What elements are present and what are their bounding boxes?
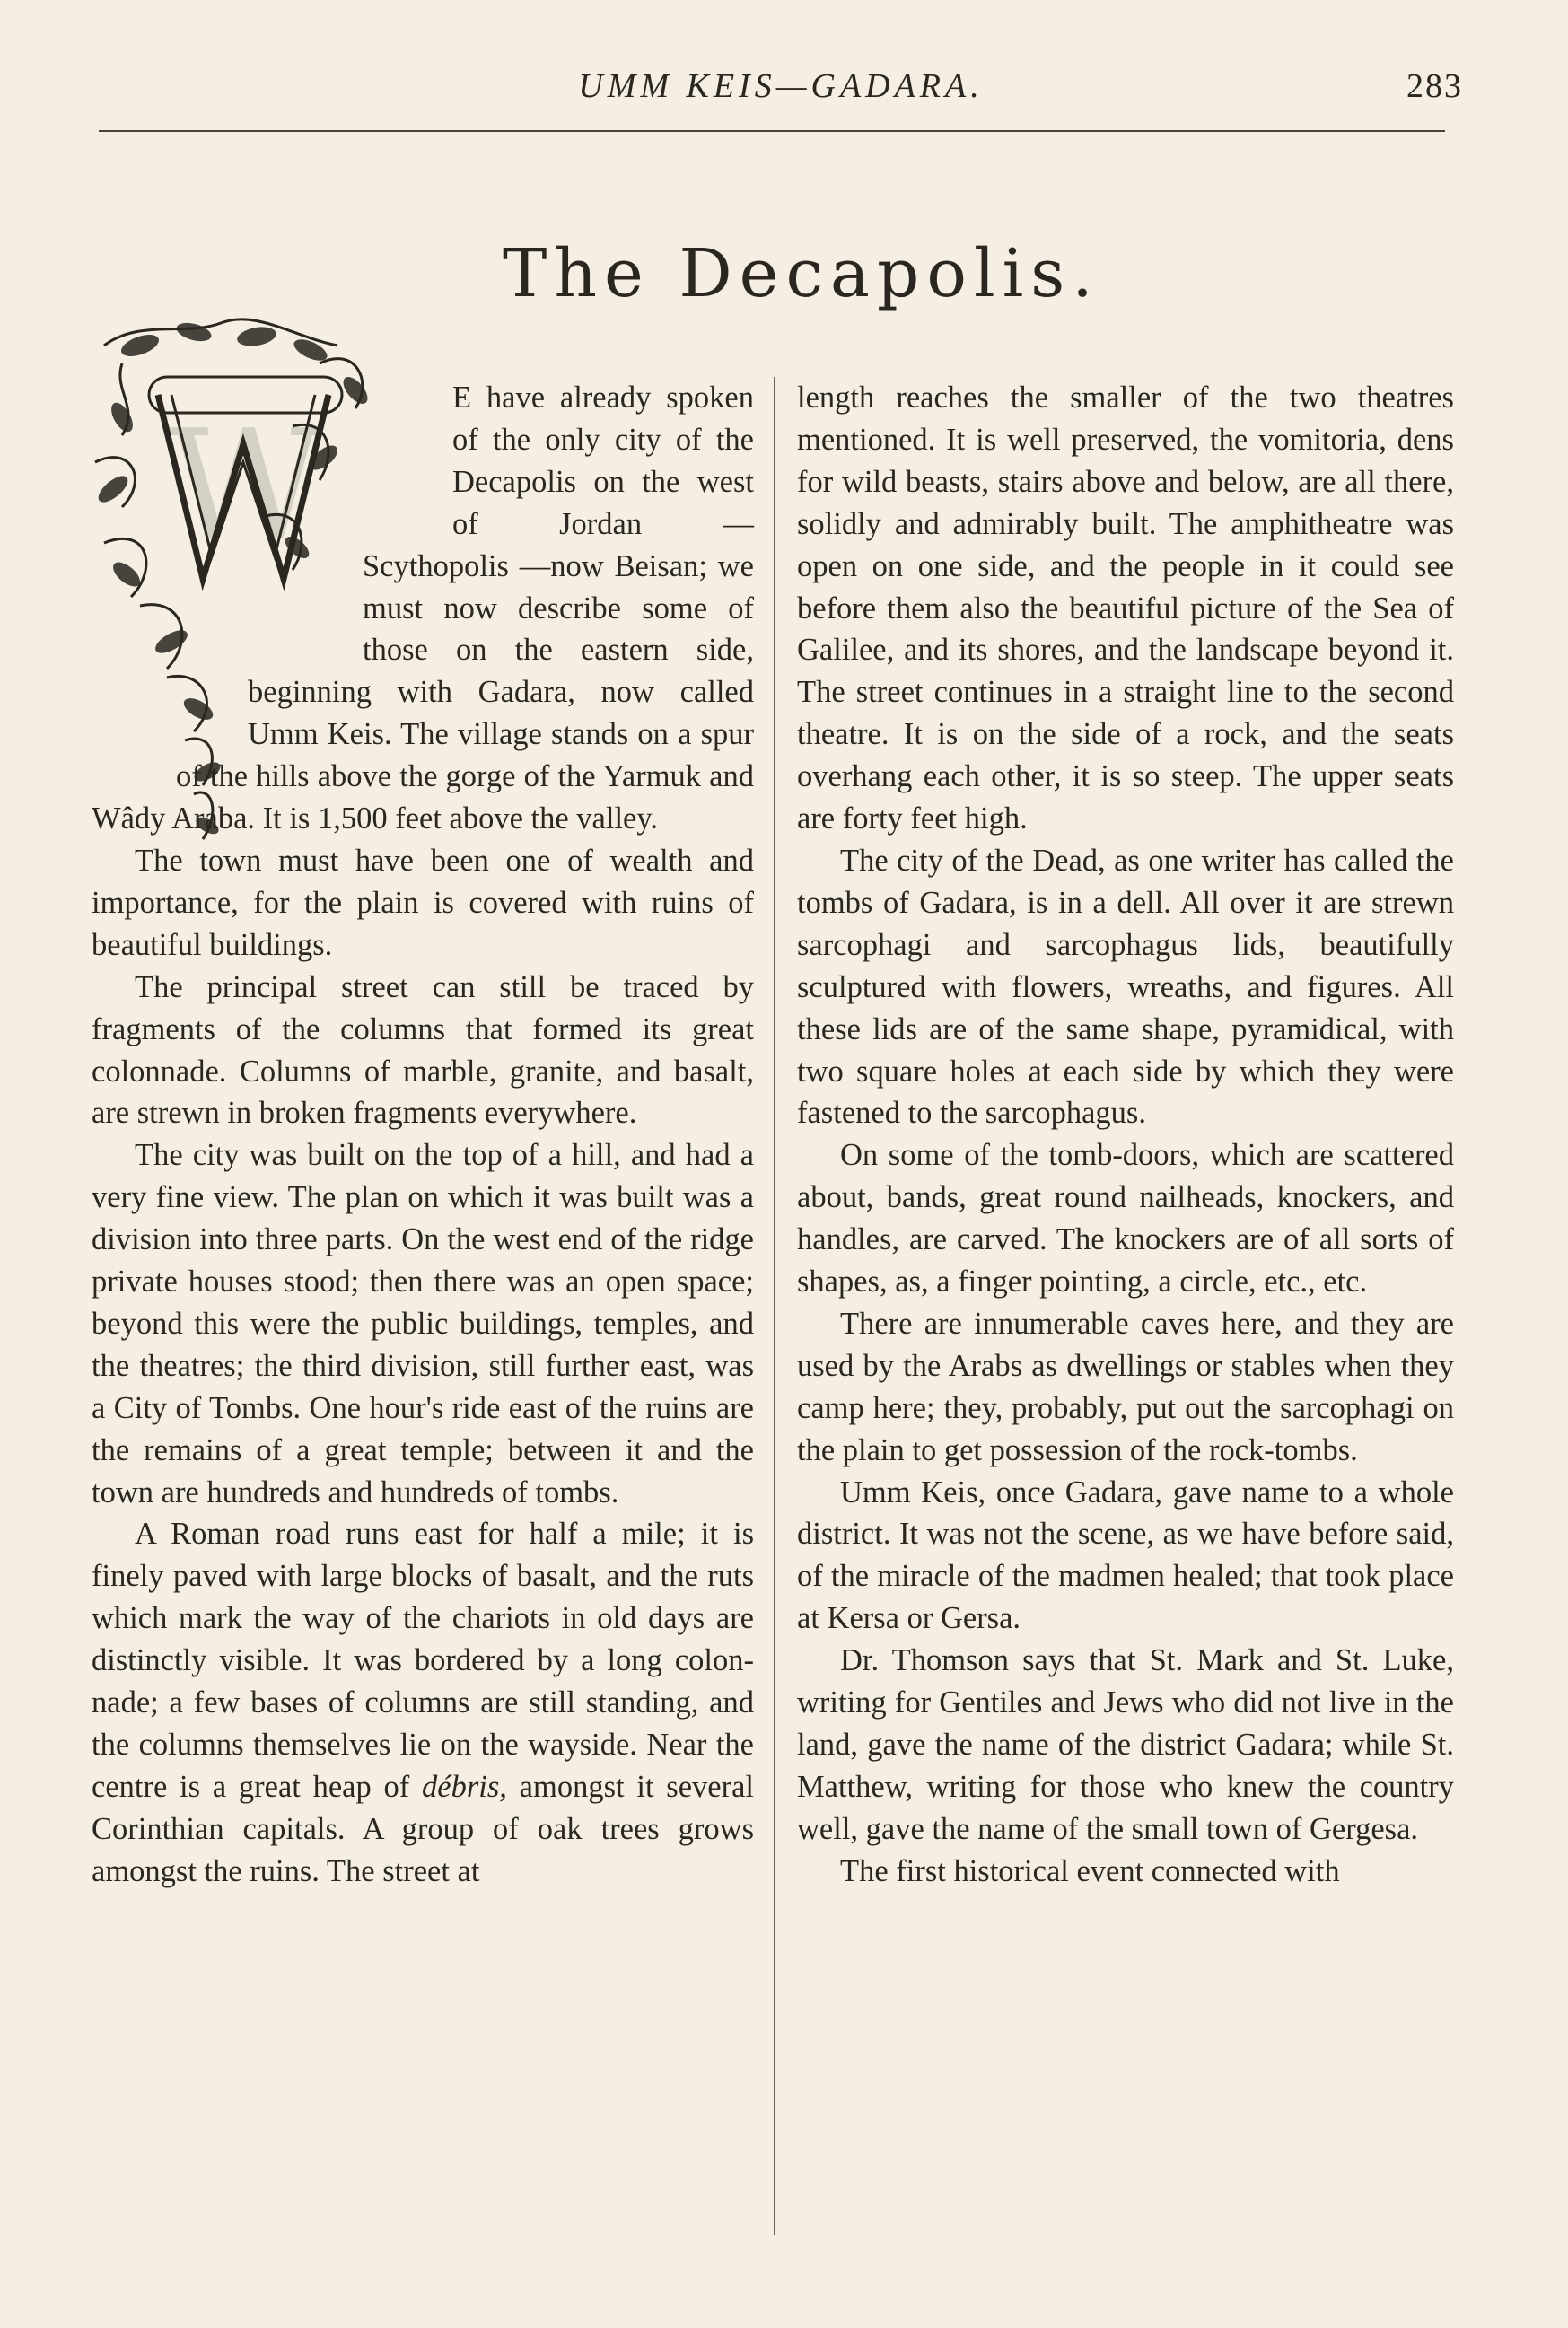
paragraph: The first historical event connected with: [840, 1853, 1340, 1888]
paragraph: The town must have been one of wealth and importance, for the plain is covered with ruins of beautiful buildings.: [92, 843, 754, 962]
page-number: 283: [1406, 67, 1463, 105]
running-title: UMM KEIS—GADARA.: [578, 67, 984, 105]
header-rule: [99, 130, 1445, 132]
column-divider: [774, 377, 775, 2235]
svg-text:W: W: [166, 398, 324, 575]
chapter-heading: The Decapolis.: [503, 235, 1100, 312]
paragraph: length reaches the smaller of the two theatres mentioned. It is well preserved, the vomitoria, dens for wild beasts, stairs above and below, are all there, solidly and admirably built. The amphitheatre was open on one side, and the people in it could see before them also the beautiful picture of the Sea of Galilee, and its shores, and the landscape beyond it. The street continues in a straight line to the second theatre. It is on the side of a rock, and the seats overhang each other, it is so steep. The upper seats are forty feet high.: [797, 381, 1454, 836]
paragraph: The city of the Dead, as one writer has called the tombs of Gadara, is in a dell. All over it are strewn sarcophagi and sarcophagus lids, beautifully sculptured with flowers, wreaths, and figures. All these lids are of the same shape, pyramidical, with two square holes at each side by which they were fastened to the sarcophagus.: [797, 843, 1454, 1131]
paragraph: There are innumerable caves here, and they are used by the Arabs as dwellings or stables when they camp here; they, probably, put out the sarcophagi on the plain to get possession of the rock-tombs.: [797, 1306, 1454, 1467]
paragraph: The city was built on the top of a hill, and had a very fine view. The plan on which it was built was a division into three parts. On the west end of the ridge private houses stood; then there was an open space; beyond this were the public buildings, temples, and the theatres; the third division, still further east, was a City of Tombs. One hour's ride east of the ruins are the remains of a great temple; between it and the town are hundreds and hundreds of tombs.: [92, 1138, 754, 1510]
paragraph: E have already spoken of the only city of the Decapolis on the west of Jordan — Scythopolis —now Beisan; we must now describe some of those on the eastern side, beginning with Gadara, now called Umm Keis. The village stands on a spur of the hills above the gorge of the Yarmuk and Wâdy Araba. It is 1,500 feet above the valley.: [92, 381, 754, 836]
paragraph: [92, 1513, 754, 1892]
paragraph: Umm Keis, once Gadara, gave name to a whole district. It was not the scene, as we have before said, of the miracle of the madmen healed; that took place at Kersa or Gersa.: [797, 1475, 1454, 1636]
running-head: [99, 66, 1463, 120]
right-column: [797, 377, 1454, 1893]
italic-term: débris,: [422, 1769, 507, 1804]
paragraph-text: A Roman road runs east for half a mile; it is finely paved with large blocks of basalt, and the ruts which mark the way of the chariots in old days are distinctly visible. It was bordered by a long colonnade; a few bases of columns are still standing, and the columns themselves lie on the wayside. Near the centre is a great heap of: [92, 1517, 754, 1804]
paragraph: The principal street can still be traced by fragments of the columns that formed its great colonnade. Columns of marble, granite, and basalt, are strewn in broken fragments everywhere.: [92, 969, 754, 1131]
left-column: [92, 377, 754, 1893]
paragraph: On some of the tomb-doors, which are scattered about, bands, great round nailheads, knockers, and handles, are carved. The knockers are of all sorts of shapes, as, a finger pointing, a circle, etc., etc.: [797, 1138, 1454, 1300]
paragraph: Dr. Thomson says that St. Mark and St. Luke, writing for Gentiles and Jews who did not live in the land, gave the name of the district Gadara; while St. Matthew, writing for those who knew the country well, gave the name of the small town of Gergesa.: [797, 1643, 1454, 1846]
paragraph-text: amongst it several Corinthian capitals. A group of oak trees grows amongst the ruins. The street at: [92, 1769, 754, 1888]
